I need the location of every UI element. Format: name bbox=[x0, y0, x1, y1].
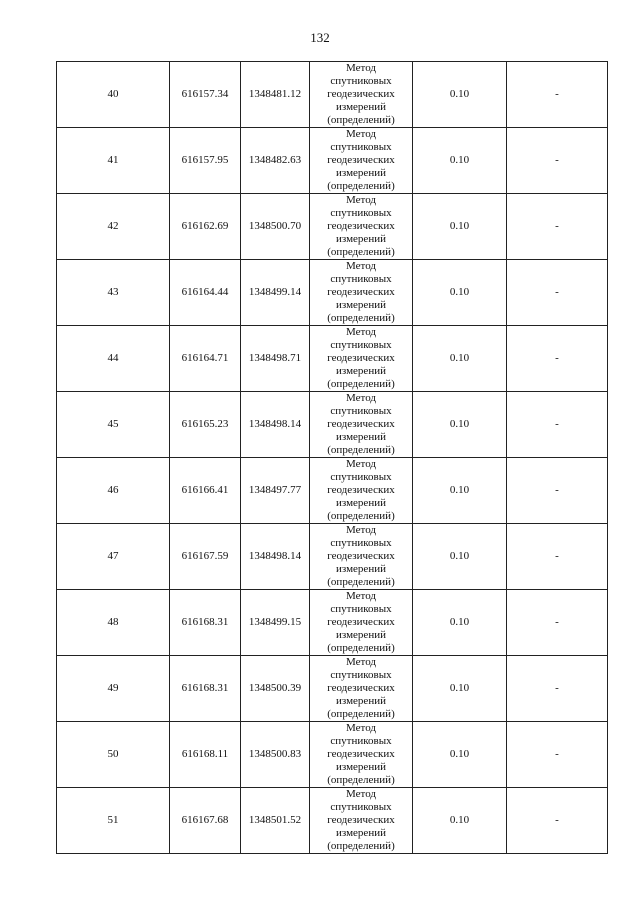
method-line: измерений bbox=[336, 497, 386, 509]
y-coordinate-cell: 1348482.63 bbox=[241, 128, 310, 194]
method-line: Метод bbox=[346, 326, 376, 338]
method-line: спутниковых bbox=[330, 603, 392, 615]
method-line: спутниковых bbox=[330, 405, 392, 417]
method-line: геодезических bbox=[327, 220, 395, 232]
method-line: геодезических bbox=[327, 154, 395, 166]
y-coordinate-cell: 1348498.71 bbox=[241, 326, 310, 392]
y-coordinate-cell: 1348500.39 bbox=[241, 656, 310, 722]
method-line: измерений bbox=[336, 101, 386, 113]
table-row bbox=[57, 326, 608, 392]
method-line: (определений) bbox=[327, 378, 395, 390]
table-row bbox=[57, 128, 608, 194]
x-coordinate-cell: 616168.31 bbox=[170, 590, 241, 656]
method-cell bbox=[310, 656, 413, 722]
extra-cell: - bbox=[507, 392, 608, 458]
extra-cell: - bbox=[507, 326, 608, 392]
point-number-cell: 43 bbox=[57, 260, 170, 326]
point-number-cell: 47 bbox=[57, 524, 170, 590]
table-body bbox=[57, 62, 608, 854]
method-cell bbox=[310, 128, 413, 194]
method-line: измерений bbox=[336, 431, 386, 443]
table-row bbox=[57, 524, 608, 590]
method-line: (определений) bbox=[327, 840, 395, 852]
y-coordinate-cell: 1348498.14 bbox=[241, 392, 310, 458]
accuracy-cell: 0.10 bbox=[413, 62, 507, 128]
accuracy-cell: 0.10 bbox=[413, 458, 507, 524]
accuracy-cell: 0.10 bbox=[413, 392, 507, 458]
table-row bbox=[57, 194, 608, 260]
method-line: геодезических bbox=[327, 484, 395, 496]
y-coordinate-cell: 1348481.12 bbox=[241, 62, 310, 128]
method-line: Метод bbox=[346, 656, 376, 668]
method-line: (определений) bbox=[327, 642, 395, 654]
y-coordinate-cell: 1348498.14 bbox=[241, 524, 310, 590]
x-coordinate-cell: 616164.44 bbox=[170, 260, 241, 326]
table-row bbox=[57, 722, 608, 788]
method-line: (определений) bbox=[327, 708, 395, 720]
point-number-cell: 50 bbox=[57, 722, 170, 788]
method-line: геодезических bbox=[327, 418, 395, 430]
accuracy-cell: 0.10 bbox=[413, 590, 507, 656]
y-coordinate-cell: 1348500.83 bbox=[241, 722, 310, 788]
method-line: спутниковых bbox=[330, 801, 392, 813]
method-line: измерений bbox=[336, 365, 386, 377]
method-cell bbox=[310, 722, 413, 788]
x-coordinate-cell: 616168.11 bbox=[170, 722, 241, 788]
method-line: измерений bbox=[336, 695, 386, 707]
method-cell bbox=[310, 788, 413, 854]
method-line: геодезических bbox=[327, 814, 395, 826]
method-line: спутниковых bbox=[330, 471, 392, 483]
method-line: спутниковых bbox=[330, 339, 392, 351]
method-line: спутниковых bbox=[330, 273, 392, 285]
method-line: геодезических bbox=[327, 352, 395, 364]
point-number-cell: 48 bbox=[57, 590, 170, 656]
accuracy-cell: 0.10 bbox=[413, 656, 507, 722]
method-line: спутниковых bbox=[330, 537, 392, 549]
page-number: 132 bbox=[310, 30, 330, 45]
x-coordinate-cell: 616164.71 bbox=[170, 326, 241, 392]
method-line: Метод bbox=[346, 128, 376, 140]
method-line: геодезических bbox=[327, 616, 395, 628]
point-number-cell: 44 bbox=[57, 326, 170, 392]
x-coordinate-cell: 616165.23 bbox=[170, 392, 241, 458]
method-line: (определений) bbox=[327, 312, 395, 324]
table-row bbox=[57, 458, 608, 524]
method-line: спутниковых bbox=[330, 735, 392, 747]
accuracy-cell: 0.10 bbox=[413, 326, 507, 392]
method-line: измерений bbox=[336, 299, 386, 311]
method-line: спутниковых bbox=[330, 669, 392, 681]
method-cell bbox=[310, 392, 413, 458]
x-coordinate-cell: 616167.59 bbox=[170, 524, 241, 590]
extra-cell: - bbox=[507, 260, 608, 326]
method-line: Метод bbox=[346, 194, 376, 206]
method-cell bbox=[310, 590, 413, 656]
y-coordinate-cell: 1348500.70 bbox=[241, 194, 310, 260]
table-row bbox=[57, 260, 608, 326]
extra-cell: - bbox=[507, 458, 608, 524]
table-row bbox=[57, 788, 608, 854]
method-cell bbox=[310, 524, 413, 590]
method-line: спутниковых bbox=[330, 75, 392, 87]
method-line: Метод bbox=[346, 590, 376, 602]
method-line: спутниковых bbox=[330, 207, 392, 219]
method-line: измерений bbox=[336, 233, 386, 245]
x-coordinate-cell: 616166.41 bbox=[170, 458, 241, 524]
method-line: измерений bbox=[336, 761, 386, 773]
method-line: измерений bbox=[336, 629, 386, 641]
method-cell bbox=[310, 194, 413, 260]
method-line: Метод bbox=[346, 722, 376, 734]
point-number-cell: 40 bbox=[57, 62, 170, 128]
x-coordinate-cell: 616157.34 bbox=[170, 62, 241, 128]
method-line: измерений bbox=[336, 563, 386, 575]
method-line: геодезических bbox=[327, 550, 395, 562]
method-cell bbox=[310, 326, 413, 392]
method-cell bbox=[310, 62, 413, 128]
accuracy-cell: 0.10 bbox=[413, 788, 507, 854]
point-number-cell: 41 bbox=[57, 128, 170, 194]
extra-cell: - bbox=[507, 62, 608, 128]
table-row bbox=[57, 392, 608, 458]
x-coordinate-cell: 616157.95 bbox=[170, 128, 241, 194]
coordinates-table bbox=[56, 61, 608, 854]
method-line: геодезических bbox=[327, 682, 395, 694]
table-row bbox=[57, 656, 608, 722]
method-line: Метод bbox=[346, 524, 376, 536]
method-line: геодезических bbox=[327, 286, 395, 298]
y-coordinate-cell: 1348497.77 bbox=[241, 458, 310, 524]
y-coordinate-cell: 1348499.14 bbox=[241, 260, 310, 326]
x-coordinate-cell: 616167.68 bbox=[170, 788, 241, 854]
method-line: спутниковых bbox=[330, 141, 392, 153]
method-line: Метод bbox=[346, 260, 376, 272]
method-cell bbox=[310, 260, 413, 326]
y-coordinate-cell: 1348501.52 bbox=[241, 788, 310, 854]
extra-cell: - bbox=[507, 590, 608, 656]
method-line: измерений bbox=[336, 827, 386, 839]
extra-cell: - bbox=[507, 722, 608, 788]
accuracy-cell: 0.10 bbox=[413, 722, 507, 788]
method-line: (определений) bbox=[327, 114, 395, 126]
method-line: (определений) bbox=[327, 180, 395, 192]
extra-cell: - bbox=[507, 788, 608, 854]
method-line: измерений bbox=[336, 167, 386, 179]
point-number-cell: 45 bbox=[57, 392, 170, 458]
x-coordinate-cell: 616162.69 bbox=[170, 194, 241, 260]
accuracy-cell: 0.10 bbox=[413, 524, 507, 590]
method-line: Метод bbox=[346, 62, 376, 74]
point-number-cell: 46 bbox=[57, 458, 170, 524]
point-number-cell: 49 bbox=[57, 656, 170, 722]
method-line: (определений) bbox=[327, 444, 395, 456]
method-line: (определений) bbox=[327, 774, 395, 786]
method-line: (определений) bbox=[327, 576, 395, 588]
x-coordinate-cell: 616168.31 bbox=[170, 656, 241, 722]
table-row bbox=[57, 590, 608, 656]
extra-cell: - bbox=[507, 656, 608, 722]
point-number-cell: 42 bbox=[57, 194, 170, 260]
extra-cell: - bbox=[507, 194, 608, 260]
method-cell bbox=[310, 458, 413, 524]
method-line: Метод bbox=[346, 458, 376, 470]
table-row bbox=[57, 62, 608, 128]
method-line: Метод bbox=[346, 392, 376, 404]
method-line: геодезических bbox=[327, 748, 395, 760]
accuracy-cell: 0.10 bbox=[413, 128, 507, 194]
method-line: (определений) bbox=[327, 510, 395, 522]
extra-cell: - bbox=[507, 128, 608, 194]
method-line: геодезических bbox=[327, 88, 395, 100]
method-line: Метод bbox=[346, 788, 376, 800]
accuracy-cell: 0.10 bbox=[413, 194, 507, 260]
method-line: (определений) bbox=[327, 246, 395, 258]
y-coordinate-cell: 1348499.15 bbox=[241, 590, 310, 656]
accuracy-cell: 0.10 bbox=[413, 260, 507, 326]
point-number-cell: 51 bbox=[57, 788, 170, 854]
extra-cell: - bbox=[507, 524, 608, 590]
